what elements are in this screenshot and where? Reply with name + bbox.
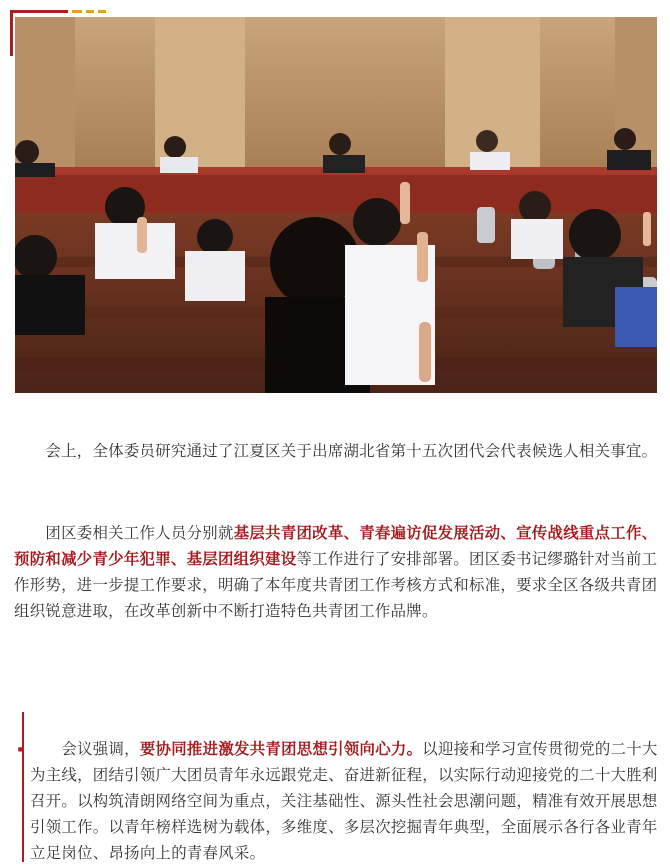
- paragraph-emphasis-lead: 会议强调，: [61, 740, 140, 758]
- quote-dot-icon: ·: [16, 738, 25, 763]
- paragraph-indent: [14, 442, 45, 460]
- frame-dash-1: [72, 10, 82, 13]
- paragraph-arrangement-lead: 团区委相关工作人员分别就: [45, 524, 234, 542]
- meeting-photo: [15, 17, 657, 393]
- paragraph-emphasis-highlight: 要协同推进激发共青团思想引领向心力。: [139, 740, 423, 758]
- meeting-photo-illustration: [15, 17, 657, 393]
- paragraph-candidates: [14, 438, 664, 464]
- paragraph-arrangement: [14, 520, 664, 624]
- paragraph-emphasis: [30, 736, 662, 866]
- paragraph-indent: [14, 524, 45, 542]
- paragraph-arrangement-tail: 等工作进行了安排部署。团区委书记缪璐针对当前工作形势，进一步提工作要求，明确了本年度共青团工作考核方式和标准，要求全区各级共青团组织锐意进取，在改革创新中不断打造特色共青团工作品牌。: [14, 550, 658, 620]
- frame-dash-2: [86, 10, 94, 13]
- paragraph-candidates-text: 会上，全体委员研究通过了江夏区关于出席湖北省第十五次团代会代表候选人相关事宜。: [45, 442, 658, 460]
- photo-frame-left: [10, 10, 13, 56]
- quote-bar: [22, 712, 24, 862]
- paragraph-arrangement-highlight: 基层共青团改革、青春遍访促发展活动、宣传战线重点工作、预防和减少青少年犯罪、基层团组织建设: [14, 524, 658, 568]
- paragraph-emphasis-tail: 以迎接和学习宣传贯彻党的二十大为主线，团结引领广大团员青年永远跟党走、奋进新征程，以实际行动迎接党的二十大胜利召开。以构筑清朗网络空间为重点，关注基础性、源头性社会思潮问题，精准有效开展思想引领工作。以青年榜样选树为载体，多维度、多层次挖掘青年典型，全面展示各行各业青年立足岗位、昂扬向上的青春风采。: [30, 740, 658, 862]
- paragraph-indent: [30, 740, 61, 758]
- photo-frame-top: [10, 10, 68, 13]
- frame-dash-3: [98, 10, 106, 13]
